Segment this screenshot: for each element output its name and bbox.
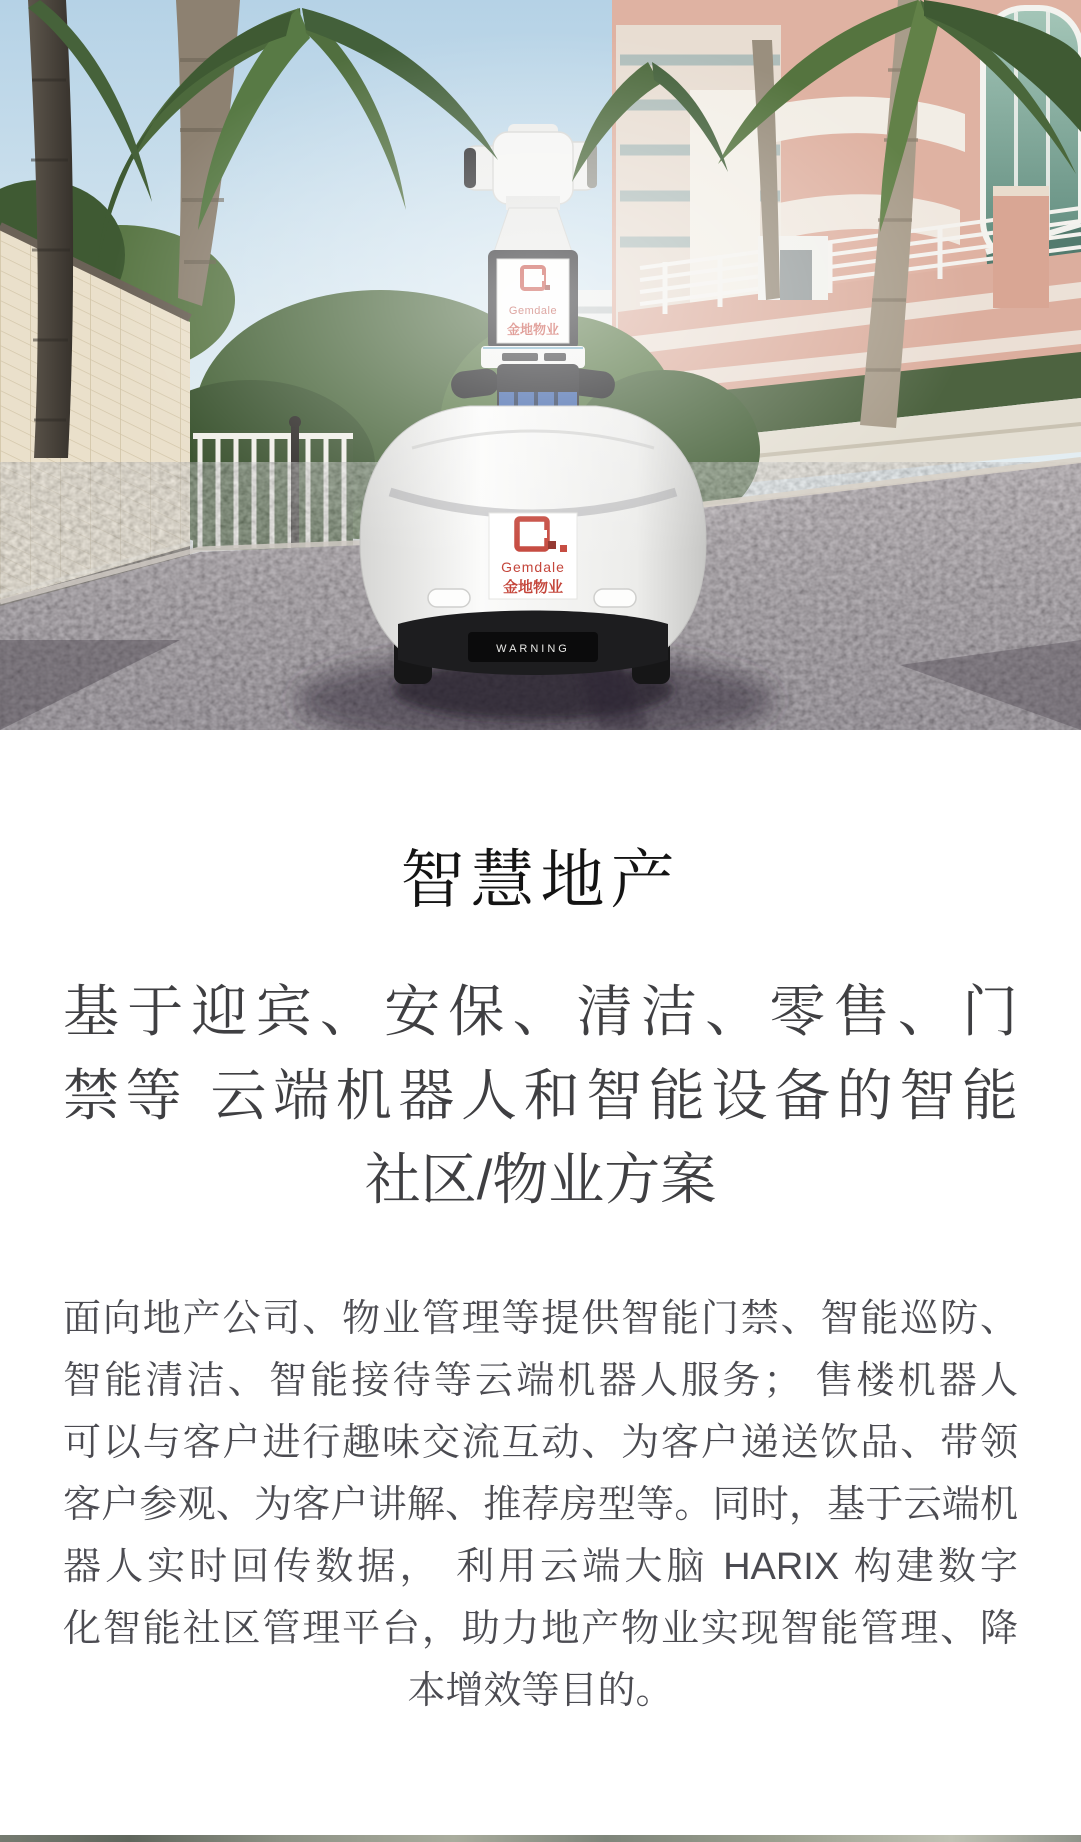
paragraph-line: 客户参观、为客户讲解、推荐房型等。同时，基于云端机 xyxy=(63,1484,1018,1526)
paragraph-line: 化智能社区管理平台，助力地产物业实现智能管理、降 xyxy=(63,1608,1018,1650)
robot-bumper xyxy=(398,611,668,676)
robot-headlight-right xyxy=(594,589,636,607)
smart-real-estate-section xyxy=(0,730,1081,1722)
paragraph-line: 智能清洁、智能接待等云端机器人服务； 售楼机器人 xyxy=(63,1360,1018,1402)
subtitle-line: 禁等 云端机器人和智能设备的智能 xyxy=(63,1064,1018,1127)
page-title: 智慧地产 xyxy=(400,844,681,916)
next-section-image-edge xyxy=(0,1835,1081,1842)
subtitle-line: 基于迎宾、安保、清洁、零售、门 xyxy=(63,980,1018,1043)
paragraph-line: 器人实时回传数据， 利用云端大脑 HARIX 构建数字 xyxy=(63,1546,1018,1588)
section-paragraph xyxy=(63,1288,1018,1722)
paragraph-line: 本增效等目的。 xyxy=(407,1670,674,1712)
hero-photo-scene xyxy=(0,0,1081,730)
paragraph-line: 面向地产公司、物业管理等提供智能门禁、智能巡防、 xyxy=(63,1298,1018,1340)
paragraph-line: 可以与客户进行趣味交流互动、为客户递送饮品、带领 xyxy=(63,1422,1018,1464)
sunlight-haze xyxy=(110,30,970,570)
robot-headlight-left xyxy=(428,589,470,607)
plate-brand-cn: 金地物业 xyxy=(502,579,564,596)
hero-photo xyxy=(0,0,1081,730)
section-subtitle xyxy=(63,970,1018,1222)
subtitle-line: 社区/物业方案 xyxy=(364,1148,717,1211)
warning-label: WARNING xyxy=(496,643,570,655)
